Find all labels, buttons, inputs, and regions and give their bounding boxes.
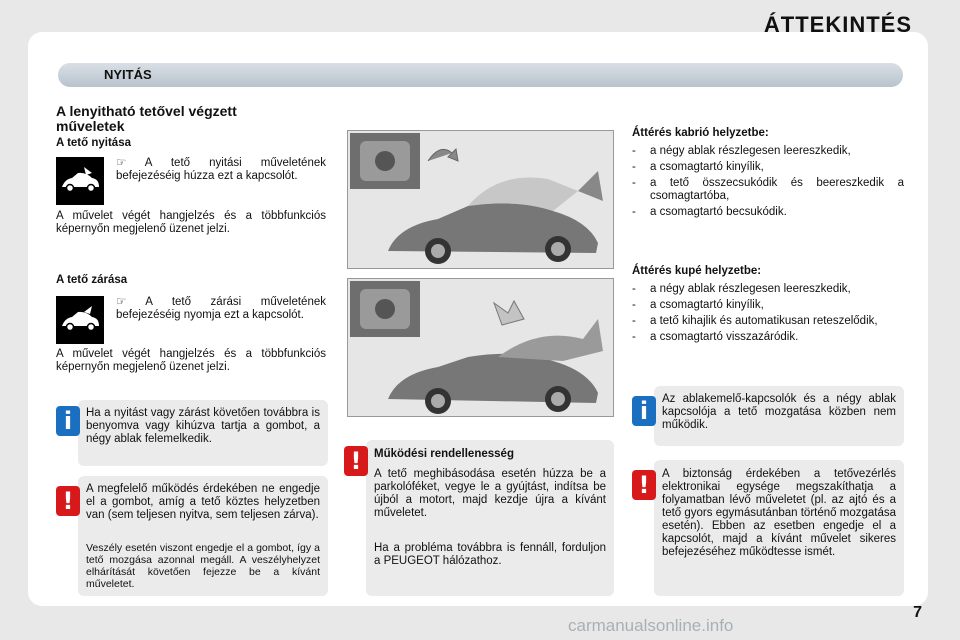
roof-switch-close-icon xyxy=(56,296,104,344)
close-heading: A tető zárása xyxy=(56,274,128,286)
coupe-step: - a négy ablak részlegesen leereszkedik, xyxy=(632,283,904,296)
warning-icon-right: ! xyxy=(632,470,656,500)
info-text-left: Ha a nyitást vagy zárást követően továbbra is benyomva vagy kihúzva tartja a gombot, a négy ablak felemelkedik. xyxy=(86,407,320,445)
watermark: carmanualsonline.info xyxy=(568,616,734,635)
info-box-right xyxy=(654,386,904,446)
coupe-transition-photo xyxy=(347,278,614,417)
fault-box xyxy=(366,440,614,596)
warning-text-right: A biztonság érdekében a tetővezérlés elektronikai egysége megszakíthatja a folyamatban lévő műveletet (pl. az ajtó és a tető gyors egymásutánban történő mozgatása esetén). Ebben az esetben engedje el a kapcsolót, majd a kívánt művelet sikeres befejezéséhez működtesse ismét. xyxy=(662,468,896,558)
main-heading: A lenyitható tetővel végzett műveletek xyxy=(56,103,237,134)
info-icon: i xyxy=(56,406,80,436)
warning-icon: ! xyxy=(56,486,80,516)
fault-paragraph-2: Ha a probléma továbbra is fennáll, forduljon a PEUGEOT hálózathoz. xyxy=(374,542,606,567)
cabrio-transition-photo xyxy=(347,130,614,269)
cabrio-heading: Áttérés kabrió helyzetbe: xyxy=(632,127,769,139)
warning-box-left xyxy=(78,476,328,596)
page-number: 7 xyxy=(913,604,922,621)
cabrio-step: - a csomagtartó becsukódik. xyxy=(632,206,904,219)
open-heading: A tető nyitása xyxy=(56,137,131,149)
warning-box-right xyxy=(654,460,904,596)
roof-switch-open-icon xyxy=(56,157,104,205)
info-text-right: Az ablakemelő-kapcsolók és a négy ablak kapcsolója a tető mozgatása közben nem működik. xyxy=(662,393,896,431)
cabrio-step: - a négy ablak részlegesen leereszkedik, xyxy=(632,145,904,158)
coupe-step: - a csomagtartó visszazáródik. xyxy=(632,331,904,344)
fault-paragraph-1: A tető meghibásodása esetén húzza be a parkolóféket, vegye le a gyújtást, indítsa be újból a motort, majd kezdje újra a kívánt műveletet. xyxy=(374,468,606,519)
cabrio-step: - a tető összecsukódik és beereszkedik a csomagtartóba, xyxy=(632,177,904,203)
open-instruction: ☞ A tető nyitási műveletének befejezéséig húzza ezt a kapcsolót. xyxy=(116,157,326,182)
coupe-step: - a tető kihajlik és automatikusan reteszelődik, xyxy=(632,315,904,328)
close-result: A művelet végét hangjelzés és a többfunkciós képernyőn megjelenő üzenet jelzi. xyxy=(56,348,326,373)
coupe-heading: Áttérés kupé helyzetbe: xyxy=(632,265,762,277)
open-result: A művelet végét hangjelzés és a többfunkciós képernyőn megjelenő üzenet jelzi. xyxy=(56,210,326,235)
cabrio-steps xyxy=(632,145,904,222)
page-title: ÁTTEKINTÉS xyxy=(763,12,912,37)
info-box-left xyxy=(78,400,328,466)
warning-text-left-2: Veszély esetén viszont engedje el a gombot, így a tető mozgása azonnal megáll. A veszélyhelyzet elhárítását követően fejezze be a kívánt műveletet. xyxy=(86,542,320,590)
info-icon-right: i xyxy=(632,396,656,426)
fault-heading: Működési rendellenesség xyxy=(374,448,514,460)
coupe-step: - a csomagtartó kinyílik, xyxy=(632,299,904,312)
section-band xyxy=(58,63,903,87)
coupe-steps xyxy=(632,283,904,347)
cabrio-step: - a csomagtartó kinyílik, xyxy=(632,161,904,174)
close-instruction: ☞ A tető zárási műveletének befejezéséig nyomja ezt a kapcsolót. xyxy=(116,296,326,321)
fault-warning-icon: ! xyxy=(344,446,368,476)
warning-text-left-1: A megfelelő működés érdekében ne engedje el a gombot, amíg a tető köztes helyzetben van (sem teljesen nyitva, sem teljesen zárva). xyxy=(86,483,320,521)
section-title: NYITÁS xyxy=(104,67,152,82)
